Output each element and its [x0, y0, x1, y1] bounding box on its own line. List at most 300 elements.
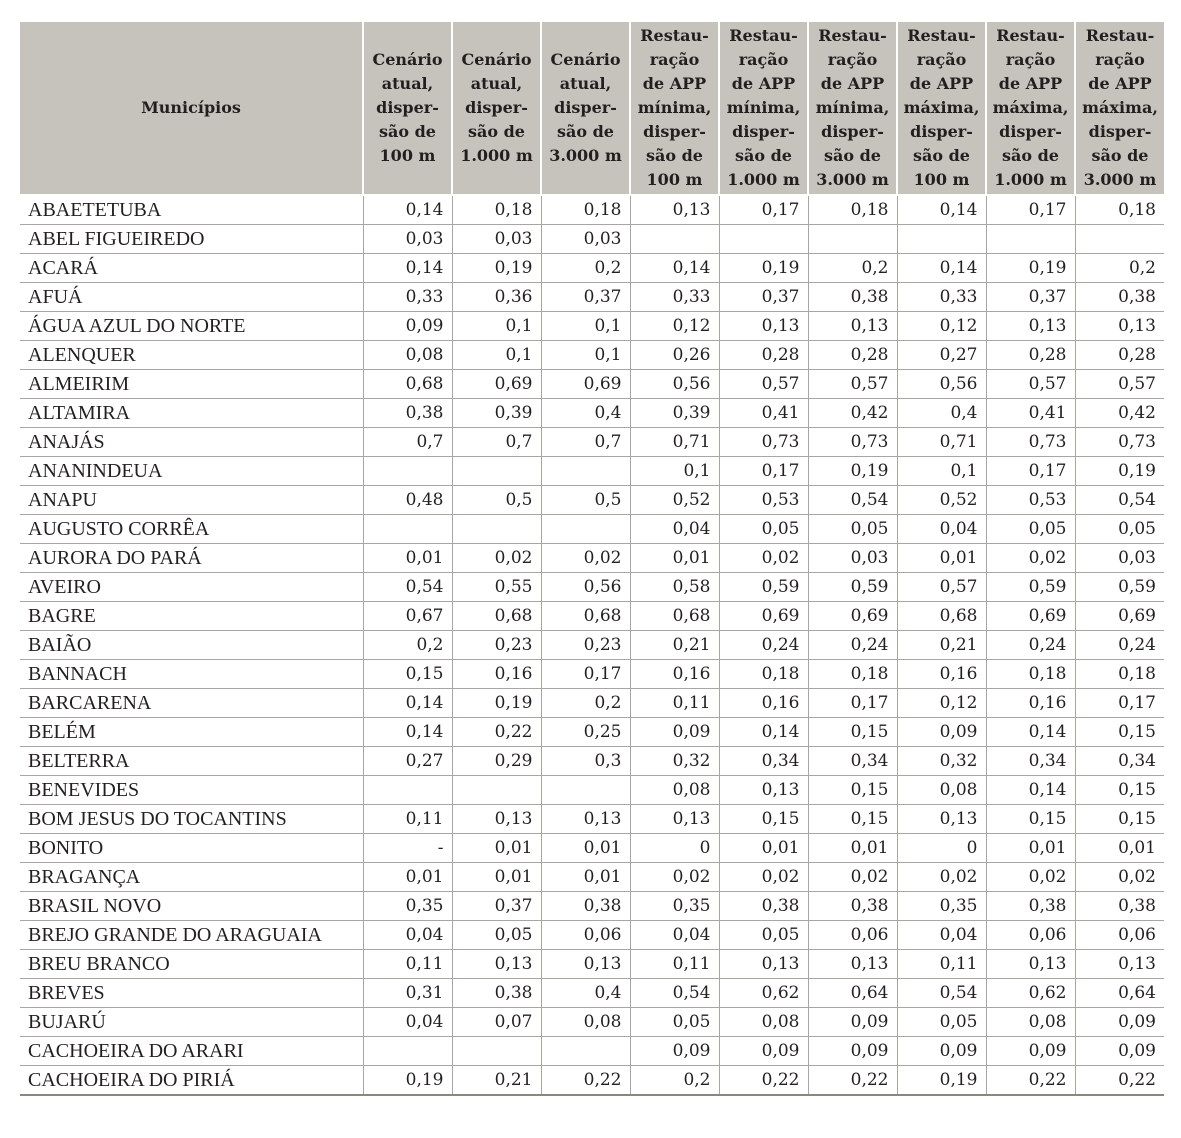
value-cell: 0,1: [897, 457, 986, 486]
value-cell: 0,38: [808, 892, 897, 921]
value-cell: 0,21: [452, 1066, 541, 1096]
value-cell: 0,64: [808, 979, 897, 1008]
value-cell: [452, 1037, 541, 1066]
value-cell: [719, 225, 808, 254]
value-cell: 0,1: [541, 341, 630, 370]
value-cell: 0,13: [986, 950, 1075, 979]
value-cell: 0,05: [719, 515, 808, 544]
value-cell: 0,62: [719, 979, 808, 1008]
municipality-name: ÁGUA AZUL DO NORTE: [20, 312, 363, 341]
value-cell: 0,71: [630, 428, 719, 457]
municipality-name: ABAETETUBA: [20, 195, 363, 225]
value-cell: 0,4: [897, 399, 986, 428]
table-row: [20, 660, 1164, 689]
value-cell: 0,64: [1075, 979, 1164, 1008]
value-cell: 0,59: [719, 573, 808, 602]
value-cell: 0,2: [541, 254, 630, 283]
value-cell: 0,06: [1075, 921, 1164, 950]
value-cell: 0,62: [986, 979, 1075, 1008]
value-cell: 0,05: [986, 515, 1075, 544]
value-cell: 0,09: [363, 312, 452, 341]
value-cell: 0,5: [452, 486, 541, 515]
table-row: [20, 573, 1164, 602]
value-cell: 0,34: [808, 747, 897, 776]
value-cell: 0,35: [897, 892, 986, 921]
value-cell: 0,54: [897, 979, 986, 1008]
value-cell: 0,08: [897, 776, 986, 805]
value-cell: 0,57: [719, 370, 808, 399]
value-cell: 0,23: [452, 631, 541, 660]
value-cell: 0,04: [897, 921, 986, 950]
value-cell: 0,4: [541, 399, 630, 428]
value-cell: 0,18: [1075, 195, 1164, 225]
value-cell: 0,11: [363, 950, 452, 979]
value-cell: 0,02: [719, 863, 808, 892]
value-cell: 0,56: [541, 573, 630, 602]
value-cell: 0,24: [986, 631, 1075, 660]
value-cell: 0,42: [1075, 399, 1164, 428]
value-cell: 0,18: [986, 660, 1075, 689]
municipality-name: ACARÁ: [20, 254, 363, 283]
value-cell: 0,16: [897, 660, 986, 689]
value-cell: 0,71: [897, 428, 986, 457]
value-cell: 0,59: [1075, 573, 1164, 602]
municipality-name: ANANINDEUA: [20, 457, 363, 486]
value-cell: 0,06: [541, 921, 630, 950]
value-cell: 0,13: [897, 805, 986, 834]
value-cell: 0,15: [363, 660, 452, 689]
table-row: [20, 631, 1164, 660]
municipality-name: AUGUSTO CORRÊA: [20, 515, 363, 544]
column-header-9: Restau- ração de APP máxima, disper- são de 3.000 m: [1075, 21, 1164, 195]
table-row: [20, 457, 1164, 486]
value-cell: 0,54: [808, 486, 897, 515]
header-row: [20, 21, 1164, 195]
value-cell: 0,09: [1075, 1008, 1164, 1037]
value-cell: 0,05: [808, 515, 897, 544]
value-cell: 0,11: [897, 950, 986, 979]
value-cell: [363, 776, 452, 805]
value-cell: 0,15: [1075, 718, 1164, 747]
table-row: [20, 370, 1164, 399]
value-cell: 0,11: [630, 950, 719, 979]
value-cell: 0,03: [808, 544, 897, 573]
value-cell: 0,03: [452, 225, 541, 254]
value-cell: 0,3: [541, 747, 630, 776]
value-cell: 0,54: [1075, 486, 1164, 515]
value-cell: 0,57: [1075, 370, 1164, 399]
value-cell: 0,38: [1075, 283, 1164, 312]
value-cell: 0,11: [630, 689, 719, 718]
value-cell: 0,03: [541, 225, 630, 254]
value-cell: 0,38: [363, 399, 452, 428]
value-cell: 0,37: [986, 283, 1075, 312]
value-cell: 0: [897, 834, 986, 863]
value-cell: 0,7: [452, 428, 541, 457]
table-row: [20, 602, 1164, 631]
value-cell: 0,19: [986, 254, 1075, 283]
value-cell: 0,24: [1075, 631, 1164, 660]
municipality-name: CACHOEIRA DO ARARI: [20, 1037, 363, 1066]
municipality-name: ALENQUER: [20, 341, 363, 370]
table-row: [20, 776, 1164, 805]
value-cell: 0,38: [541, 892, 630, 921]
value-cell: 0,17: [719, 195, 808, 225]
value-cell: 0,32: [630, 747, 719, 776]
column-header-3: Cenário atual, disper- são de 3.000 m: [541, 21, 630, 195]
value-cell: 0,67: [363, 602, 452, 631]
value-cell: 0,14: [986, 776, 1075, 805]
value-cell: 0,05: [1075, 515, 1164, 544]
municipality-name: BELÉM: [20, 718, 363, 747]
value-cell: 0,54: [630, 979, 719, 1008]
value-cell: 0,13: [630, 195, 719, 225]
table-row: [20, 1037, 1164, 1066]
value-cell: 0,2: [363, 631, 452, 660]
table-row: [20, 950, 1164, 979]
value-cell: 0,69: [808, 602, 897, 631]
value-cell: 0,1: [541, 312, 630, 341]
value-cell: 0,01: [452, 834, 541, 863]
municipality-name: BANNACH: [20, 660, 363, 689]
table-row: [20, 834, 1164, 863]
value-cell: 0,39: [452, 399, 541, 428]
value-cell: 0,38: [452, 979, 541, 1008]
municipality-name: AURORA DO PARÁ: [20, 544, 363, 573]
value-cell: 0,09: [630, 718, 719, 747]
value-cell: 0,22: [986, 1066, 1075, 1096]
value-cell: 0,1: [452, 312, 541, 341]
value-cell: 0,34: [1075, 747, 1164, 776]
value-cell: [1075, 225, 1164, 254]
value-cell: 0,22: [719, 1066, 808, 1096]
value-cell: 0,68: [630, 602, 719, 631]
value-cell: 0,15: [986, 805, 1075, 834]
value-cell: 0,16: [452, 660, 541, 689]
value-cell: [541, 776, 630, 805]
value-cell: 0,13: [719, 776, 808, 805]
value-cell: 0,05: [630, 1008, 719, 1037]
value-cell: 0,04: [897, 515, 986, 544]
column-header-2: Cenário atual, disper- são de 1.000 m: [452, 21, 541, 195]
value-cell: 0,07: [452, 1008, 541, 1037]
table-row: [20, 805, 1164, 834]
municipality-name: BAIÃO: [20, 631, 363, 660]
table-row: [20, 544, 1164, 573]
value-cell: 0,09: [719, 1037, 808, 1066]
table-row: [20, 341, 1164, 370]
value-cell: 0,17: [808, 689, 897, 718]
value-cell: 0,01: [541, 834, 630, 863]
municipalities-table: [20, 20, 1164, 1096]
value-cell: 0,69: [541, 370, 630, 399]
value-cell: [541, 457, 630, 486]
value-cell: [452, 457, 541, 486]
value-cell: 0,05: [897, 1008, 986, 1037]
value-cell: 0,36: [452, 283, 541, 312]
table-row: [20, 399, 1164, 428]
value-cell: 0,68: [452, 602, 541, 631]
table-row: [20, 428, 1164, 457]
value-cell: 0,09: [897, 1037, 986, 1066]
value-cell: 0,22: [452, 718, 541, 747]
value-cell: 0,7: [541, 428, 630, 457]
value-cell: [630, 225, 719, 254]
value-cell: 0,09: [986, 1037, 1075, 1066]
value-cell: 0,48: [363, 486, 452, 515]
table-row: [20, 254, 1164, 283]
value-cell: 0,14: [363, 195, 452, 225]
value-cell: [363, 457, 452, 486]
table-row: [20, 863, 1164, 892]
value-cell: 0,7: [363, 428, 452, 457]
table-row: [20, 283, 1164, 312]
municipality-name: BRAGANÇA: [20, 863, 363, 892]
value-cell: 0,02: [1075, 863, 1164, 892]
value-cell: 0,22: [541, 1066, 630, 1096]
value-cell: 0,13: [541, 950, 630, 979]
value-cell: 0,15: [808, 776, 897, 805]
municipality-name: BAGRE: [20, 602, 363, 631]
municipality-name: BELTERRA: [20, 747, 363, 776]
value-cell: 0,73: [808, 428, 897, 457]
value-cell: 0,24: [719, 631, 808, 660]
value-cell: 0,18: [808, 195, 897, 225]
value-cell: 0,19: [363, 1066, 452, 1096]
municipality-name: CACHOEIRA DO PIRIÁ: [20, 1066, 363, 1096]
value-cell: [452, 776, 541, 805]
value-cell: 0,34: [986, 747, 1075, 776]
value-cell: 0,08: [541, 1008, 630, 1037]
value-cell: 0,33: [363, 283, 452, 312]
value-cell: 0,01: [541, 863, 630, 892]
value-cell: 0,15: [808, 805, 897, 834]
value-cell: 0,01: [1075, 834, 1164, 863]
value-cell: 0,01: [897, 544, 986, 573]
value-cell: 0,13: [1075, 950, 1164, 979]
value-cell: 0,01: [363, 544, 452, 573]
value-cell: 0,42: [808, 399, 897, 428]
municipality-name: BONITO: [20, 834, 363, 863]
value-cell: 0,13: [1075, 312, 1164, 341]
value-cell: 0,69: [719, 602, 808, 631]
value-cell: 0,13: [719, 950, 808, 979]
value-cell: 0,09: [808, 1008, 897, 1037]
value-cell: 0,1: [630, 457, 719, 486]
value-cell: 0,02: [452, 544, 541, 573]
municipality-name: BENEVIDES: [20, 776, 363, 805]
table-row: [20, 892, 1164, 921]
table-row: [20, 718, 1164, 747]
value-cell: 0,13: [719, 312, 808, 341]
value-cell: 0,02: [719, 544, 808, 573]
value-cell: 0,19: [897, 1066, 986, 1096]
value-cell: 0,27: [897, 341, 986, 370]
value-cell: 0,73: [719, 428, 808, 457]
table-row: [20, 486, 1164, 515]
value-cell: 0,15: [1075, 805, 1164, 834]
value-cell: 0,14: [986, 718, 1075, 747]
value-cell: 0,17: [1075, 689, 1164, 718]
value-cell: 0,68: [897, 602, 986, 631]
value-cell: 0,32: [897, 747, 986, 776]
value-cell: 0,04: [363, 921, 452, 950]
value-cell: 0,29: [452, 747, 541, 776]
municipality-name: BREJO GRANDE DO ARAGUAIA: [20, 921, 363, 950]
value-cell: [541, 1037, 630, 1066]
value-cell: 0,25: [541, 718, 630, 747]
municipality-name: BARCARENA: [20, 689, 363, 718]
value-cell: 0,22: [808, 1066, 897, 1096]
value-cell: 0,68: [363, 370, 452, 399]
value-cell: 0,01: [986, 834, 1075, 863]
value-cell: 0,05: [719, 921, 808, 950]
value-cell: 0,16: [630, 660, 719, 689]
column-header-4: Restau- ração de APP mínima, disper- são de 100 m: [630, 21, 719, 195]
value-cell: 0,01: [452, 863, 541, 892]
value-cell: 0,21: [630, 631, 719, 660]
table-row: [20, 225, 1164, 254]
value-cell: 0,13: [808, 950, 897, 979]
value-cell: 0,38: [986, 892, 1075, 921]
column-header-7: Restau- ração de APP máxima, disper- são de 100 m: [897, 21, 986, 195]
value-cell: 0,03: [1075, 544, 1164, 573]
value-cell: 0,56: [897, 370, 986, 399]
value-cell: 0,18: [719, 660, 808, 689]
municipality-name: AFUÁ: [20, 283, 363, 312]
table-row: [20, 312, 1164, 341]
table-row: [20, 979, 1164, 1008]
value-cell: 0,31: [363, 979, 452, 1008]
value-cell: 0,15: [1075, 776, 1164, 805]
value-cell: 0,12: [630, 312, 719, 341]
value-cell: 0,01: [808, 834, 897, 863]
value-cell: 0,19: [452, 254, 541, 283]
value-cell: 0,1: [452, 341, 541, 370]
value-cell: 0,41: [719, 399, 808, 428]
value-cell: 0,16: [986, 689, 1075, 718]
value-cell: 0,19: [808, 457, 897, 486]
value-cell: 0,35: [630, 892, 719, 921]
value-cell: 0,15: [719, 805, 808, 834]
value-cell: 0,24: [808, 631, 897, 660]
value-cell: 0,5: [541, 486, 630, 515]
value-cell: 0,05: [452, 921, 541, 950]
value-cell: 0,23: [541, 631, 630, 660]
value-cell: 0,02: [986, 863, 1075, 892]
value-cell: 0,19: [719, 254, 808, 283]
value-cell: 0,14: [363, 718, 452, 747]
municipality-name: ALMEIRIM: [20, 370, 363, 399]
municipality-name: BOM JESUS DO TOCANTINS: [20, 805, 363, 834]
value-cell: 0,59: [986, 573, 1075, 602]
value-cell: 0,06: [808, 921, 897, 950]
value-cell: 0,37: [719, 283, 808, 312]
value-cell: 0,19: [1075, 457, 1164, 486]
municipality-name: ANAPU: [20, 486, 363, 515]
value-cell: 0,14: [897, 195, 986, 225]
value-cell: [363, 1037, 452, 1066]
table-row: [20, 921, 1164, 950]
value-cell: 0,39: [630, 399, 719, 428]
municipality-name: BRASIL NOVO: [20, 892, 363, 921]
value-cell: 0,08: [719, 1008, 808, 1037]
value-cell: 0,22: [1075, 1066, 1164, 1096]
municipality-name: AVEIRO: [20, 573, 363, 602]
column-header-municipios: Municípios: [20, 21, 363, 195]
value-cell: 0,52: [630, 486, 719, 515]
value-cell: 0,27: [363, 747, 452, 776]
value-cell: 0,09: [630, 1037, 719, 1066]
value-cell: 0,2: [1075, 254, 1164, 283]
value-cell: 0,37: [452, 892, 541, 921]
value-cell: 0,54: [363, 573, 452, 602]
value-cell: 0,26: [630, 341, 719, 370]
value-cell: 0,08: [630, 776, 719, 805]
value-cell: 0,58: [630, 573, 719, 602]
value-cell: 0,11: [363, 805, 452, 834]
value-cell: 0,69: [1075, 602, 1164, 631]
value-cell: 0,4: [541, 979, 630, 1008]
value-cell: [363, 515, 452, 544]
table-row: [20, 747, 1164, 776]
value-cell: 0,38: [719, 892, 808, 921]
value-cell: 0,04: [630, 921, 719, 950]
value-cell: 0,14: [363, 254, 452, 283]
value-cell: 0,28: [808, 341, 897, 370]
value-cell: 0,18: [1075, 660, 1164, 689]
value-cell: 0,09: [897, 718, 986, 747]
value-cell: 0,13: [541, 805, 630, 834]
value-cell: [452, 515, 541, 544]
value-cell: 0,14: [897, 254, 986, 283]
value-cell: 0,13: [808, 312, 897, 341]
value-cell: 0,53: [986, 486, 1075, 515]
value-cell: 0,01: [363, 863, 452, 892]
value-cell: 0,34: [719, 747, 808, 776]
value-cell: 0,73: [986, 428, 1075, 457]
value-cell: 0,21: [897, 631, 986, 660]
value-cell: 0,12: [897, 312, 986, 341]
value-cell: 0,14: [719, 718, 808, 747]
value-cell: 0,15: [808, 718, 897, 747]
value-cell: 0,17: [986, 457, 1075, 486]
value-cell: 0,02: [808, 863, 897, 892]
value-cell: 0,09: [1075, 1037, 1164, 1066]
value-cell: 0,69: [986, 602, 1075, 631]
value-cell: 0,2: [541, 689, 630, 718]
value-cell: 0,03: [363, 225, 452, 254]
value-cell: 0,04: [630, 515, 719, 544]
value-cell: 0,18: [541, 195, 630, 225]
municipality-name: BREVES: [20, 979, 363, 1008]
value-cell: 0,57: [808, 370, 897, 399]
value-cell: 0,04: [363, 1008, 452, 1037]
value-cell: 0,33: [897, 283, 986, 312]
value-cell: 0,35: [363, 892, 452, 921]
value-cell: 0,13: [986, 312, 1075, 341]
value-cell: 0,28: [986, 341, 1075, 370]
value-cell: 0,17: [541, 660, 630, 689]
value-cell: -: [363, 834, 452, 863]
municipality-name: ALTAMIRA: [20, 399, 363, 428]
value-cell: 0,09: [808, 1037, 897, 1066]
value-cell: 0,41: [986, 399, 1075, 428]
value-cell: 0: [630, 834, 719, 863]
value-cell: 0,38: [1075, 892, 1164, 921]
value-cell: 0,02: [541, 544, 630, 573]
value-cell: 0,01: [719, 834, 808, 863]
